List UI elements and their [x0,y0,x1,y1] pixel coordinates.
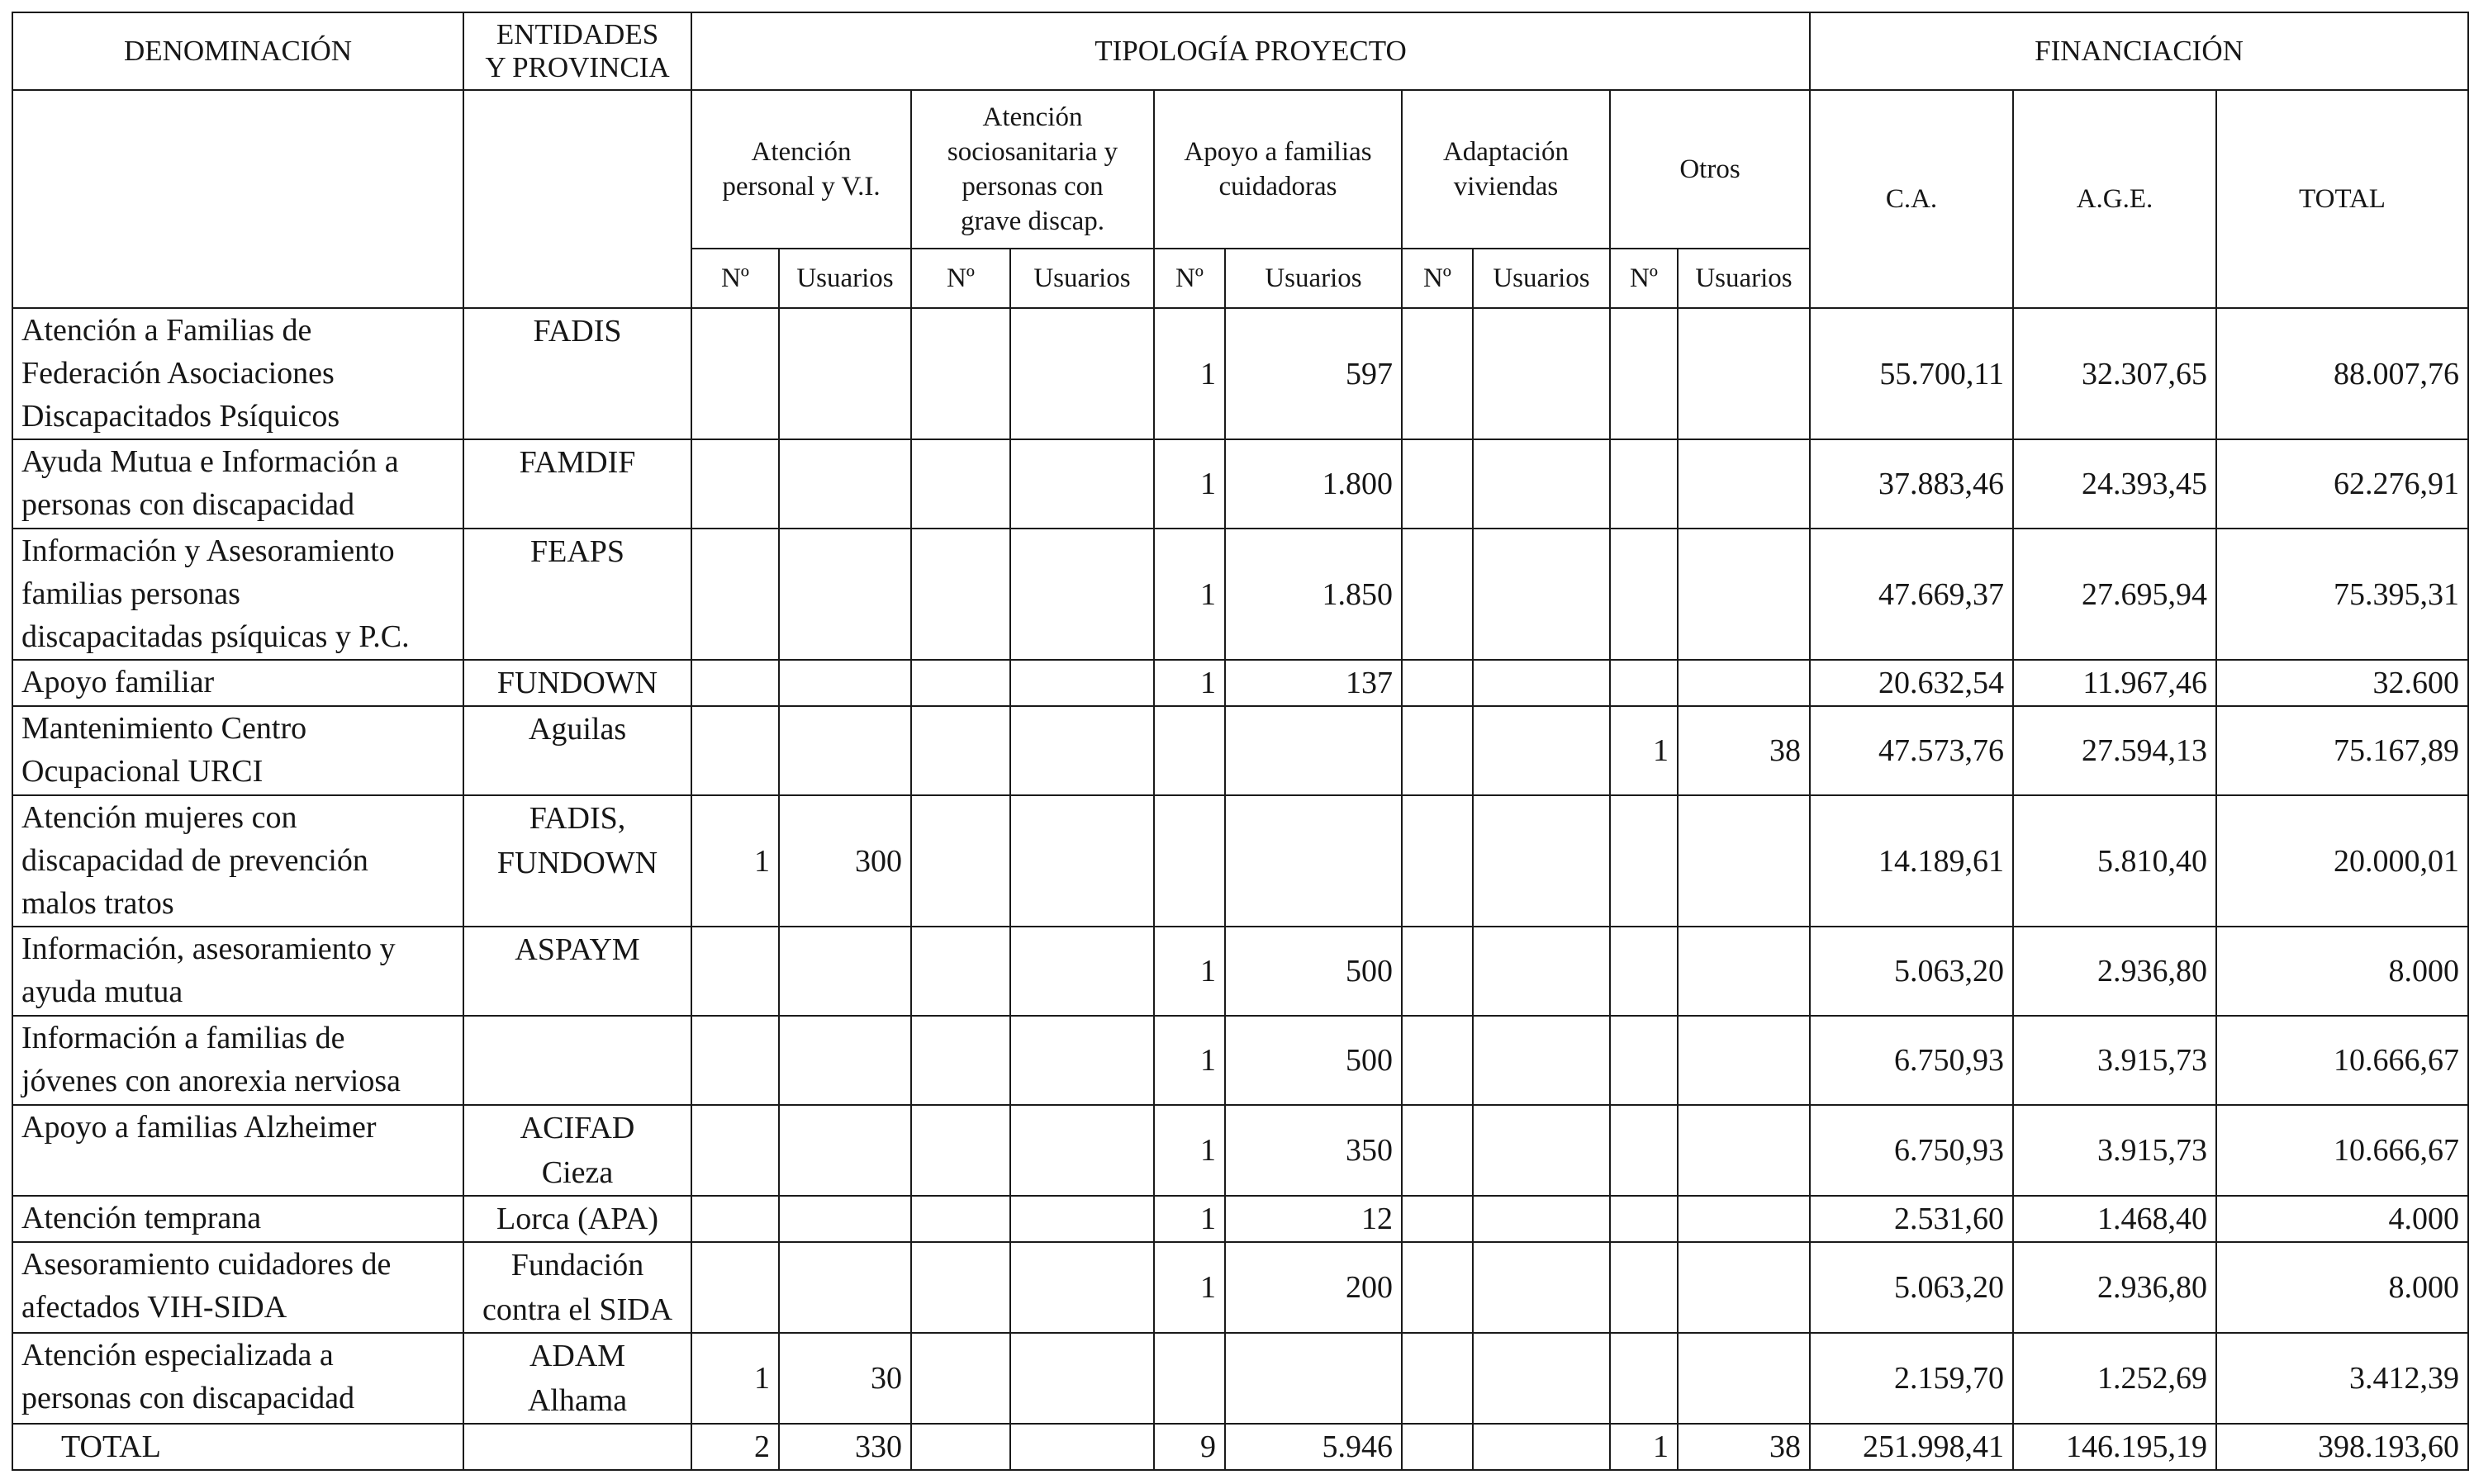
cell-ap-u [779,439,911,529]
header-n: Nº [1154,249,1225,308]
cell-ot-u [1678,1105,1810,1196]
cell-denominacion: Asesoramiento cuidadores de afectados VIH-SIDA [12,1242,463,1333]
cell-age: 2.936,80 [2013,1242,2216,1333]
header-usuarios: Usuarios [1225,249,1402,308]
table-row [12,1333,2468,1424]
cell-av-u [1473,529,1610,660]
cell-denominacion: Mantenimiento Centro Ocupacional URCI [12,706,463,795]
cell-denominacion: Atención temprana [12,1196,463,1242]
cell-as-n [911,308,1010,439]
totals-total: 398.193,60 [2216,1424,2468,1470]
document-page [12,12,2469,1471]
cell-af-n: 1 [1154,439,1225,529]
cell-ap-u [779,529,911,660]
cell-ap-n [691,660,779,706]
cell-total: 32.600 [2216,660,2468,706]
cell-ot-u: 38 [1678,706,1810,795]
cell-total: 8.000 [2216,927,2468,1016]
cell-av-n [1402,1016,1473,1105]
cell-ot-n [1610,927,1678,1016]
table-row [12,706,2468,795]
cell-ap-n: 1 [691,795,779,927]
cell-av-n [1402,1105,1473,1196]
totals-ot-n: 1 [1610,1424,1678,1470]
cell-av-u [1473,927,1610,1016]
cell-ap-n [691,706,779,795]
cell-af-u: 350 [1225,1105,1402,1196]
cell-denominacion: Apoyo familiar [12,660,463,706]
cell-af-n: 1 [1154,1196,1225,1242]
cell-total: 62.276,91 [2216,439,2468,529]
cell-av-n [1402,1196,1473,1242]
cell-entidad: ASPAYM [463,927,691,1016]
cell-av-u [1473,1105,1610,1196]
cell-ap-n [691,927,779,1016]
cell-af-n: 1 [1154,529,1225,660]
totals-ca: 251.998,41 [1810,1424,2013,1470]
cell-ot-u [1678,1333,1810,1424]
cell-ot-u [1678,927,1810,1016]
totals-ot-u: 38 [1678,1424,1810,1470]
header-denominacion-blank [12,90,463,308]
cell-av-u [1473,1016,1610,1105]
cell-ap-u [779,706,911,795]
cell-ap-n [691,308,779,439]
cell-af-u: 12 [1225,1196,1402,1242]
totals-entidad [463,1424,691,1470]
cell-ot-u [1678,529,1810,660]
cell-ca: 2.531,60 [1810,1196,2013,1242]
cell-ot-u [1678,308,1810,439]
header-atencion-sociosanitaria: Atención sociosanitaria y personas con grave discap. [911,90,1154,249]
cell-af-u [1225,795,1402,927]
cell-ap-n [691,529,779,660]
cell-entidad: Lorca (APA) [463,1196,691,1242]
cell-av-u [1473,308,1610,439]
cell-as-u [1010,1333,1154,1424]
cell-av-u [1473,1242,1610,1333]
cell-av-n [1402,660,1473,706]
cell-ca: 20.632,54 [1810,660,2013,706]
cell-entidad: Fundación contra el SIDA [463,1242,691,1333]
header-tipologia: TIPOLOGÍA PROYECTO [691,12,1810,90]
header-entidades-blank [463,90,691,308]
cell-ap-u [779,1016,911,1105]
cell-ot-n: 1 [1610,706,1678,795]
cell-ap-n [691,1242,779,1333]
cell-ca: 6.750,93 [1810,1016,2013,1105]
cell-age: 24.393,45 [2013,439,2216,529]
cell-as-n [911,1196,1010,1242]
cell-ap-u: 300 [779,795,911,927]
cell-total: 75.395,31 [2216,529,2468,660]
cell-ap-u [779,1242,911,1333]
table-body [12,308,2468,1470]
header-otros: Otros [1610,90,1810,249]
cell-av-n [1402,308,1473,439]
cell-ca: 47.573,76 [1810,706,2013,795]
cell-as-u [1010,795,1154,927]
totals-as-u [1010,1424,1154,1470]
header-adaptacion-viviendas: Adaptación viviendas [1402,90,1610,249]
cell-as-n [911,529,1010,660]
cell-denominacion: Información y Asesoramiento familias personas discapacitadas psíquicas y P.C. [12,529,463,660]
cell-av-n [1402,795,1473,927]
cell-ap-u [779,308,911,439]
cell-as-n [911,1242,1010,1333]
cell-as-u [1010,927,1154,1016]
cell-denominacion: Apoyo a familias Alzheimer [12,1105,463,1196]
cell-av-n [1402,706,1473,795]
header-n: Nº [911,249,1010,308]
cell-entidad: FADIS [463,308,691,439]
cell-ap-u [779,660,911,706]
cell-age: 3.915,73 [2013,1016,2216,1105]
cell-af-n [1154,1333,1225,1424]
cell-af-n [1154,706,1225,795]
cell-af-n: 1 [1154,1105,1225,1196]
cell-age: 1.468,40 [2013,1196,2216,1242]
cell-age: 11.967,46 [2013,660,2216,706]
totals-av-n [1402,1424,1473,1470]
cell-entidad: Aguilas [463,706,691,795]
table-row [12,1242,2468,1333]
header-entidades: ENTIDADES Y PROVINCIA [463,12,691,90]
cell-af-u [1225,1333,1402,1424]
cell-as-u [1010,439,1154,529]
cell-ca: 5.063,20 [1810,1242,2013,1333]
totals-av-u [1473,1424,1610,1470]
header-usuarios: Usuarios [779,249,911,308]
cell-ot-u [1678,1016,1810,1105]
cell-age: 5.810,40 [2013,795,2216,927]
cell-as-u [1010,1196,1154,1242]
cell-as-n [911,1333,1010,1424]
cell-as-n [911,795,1010,927]
cell-ot-u [1678,1196,1810,1242]
table-row [12,1196,2468,1242]
cell-as-u [1010,1105,1154,1196]
header-n: Nº [691,249,779,308]
table-row [12,795,2468,927]
cell-af-n: 1 [1154,308,1225,439]
cell-av-u [1473,1333,1610,1424]
cell-as-u [1010,529,1154,660]
cell-as-n [911,660,1010,706]
totals-ap-u: 330 [779,1424,911,1470]
cell-af-u: 137 [1225,660,1402,706]
cell-as-n [911,1105,1010,1196]
header-usuarios: Usuarios [1678,249,1810,308]
cell-ot-n [1610,795,1678,927]
cell-av-u [1473,1196,1610,1242]
cell-ot-u [1678,795,1810,927]
cell-af-u [1225,706,1402,795]
cell-total: 20.000,01 [2216,795,2468,927]
cell-denominacion: Información, asesoramiento y ayuda mutua [12,927,463,1016]
cell-total: 8.000 [2216,1242,2468,1333]
cell-af-u: 500 [1225,927,1402,1016]
cell-av-n [1402,529,1473,660]
cell-total: 4.000 [2216,1196,2468,1242]
cell-total: 10.666,67 [2216,1105,2468,1196]
table-row [12,660,2468,706]
cell-af-n: 1 [1154,1016,1225,1105]
cell-af-n: 1 [1154,927,1225,1016]
cell-ap-n [691,439,779,529]
cell-ap-u: 30 [779,1333,911,1424]
cell-ot-n [1610,308,1678,439]
header-n: Nº [1610,249,1678,308]
cell-entidad: ACIFAD Cieza [463,1105,691,1196]
cell-ap-u [779,1196,911,1242]
totals-as-n [911,1424,1010,1470]
header-n: Nº [1402,249,1473,308]
cell-as-n [911,439,1010,529]
cell-ca: 37.883,46 [1810,439,2013,529]
header-atencion-personal: Atención personal y V.I. [691,90,911,249]
header-age: A.G.E. [2013,90,2216,308]
cell-total: 3.412,39 [2216,1333,2468,1424]
cell-ot-n [1610,529,1678,660]
cell-total: 10.666,67 [2216,1016,2468,1105]
cell-denominacion: Atención a Familias de Federación Asociaciones Discapacitados Psíquicos [12,308,463,439]
cell-ca: 14.189,61 [1810,795,2013,927]
header-ca: C.A. [1810,90,2013,308]
header-apoyo-familias: Apoyo a familias cuidadoras [1154,90,1402,249]
cell-entidad: FEAPS [463,529,691,660]
cell-as-u [1010,1242,1154,1333]
table-row [12,1016,2468,1105]
cell-af-n [1154,795,1225,927]
cell-age: 1.252,69 [2013,1333,2216,1424]
cell-ot-n [1610,1016,1678,1105]
cell-ap-n: 1 [691,1333,779,1424]
totals-row [12,1424,2468,1470]
cell-total: 75.167,89 [2216,706,2468,795]
header-financiacion: FINANCIACIÓN [1810,12,2468,90]
cell-af-n: 1 [1154,1242,1225,1333]
funding-table [12,12,2469,1471]
cell-as-n [911,706,1010,795]
cell-as-u [1010,1016,1154,1105]
cell-af-u: 1.800 [1225,439,1402,529]
cell-af-u: 200 [1225,1242,1402,1333]
cell-as-u [1010,308,1154,439]
cell-av-u [1473,706,1610,795]
totals-af-n: 9 [1154,1424,1225,1470]
totals-af-u: 5.946 [1225,1424,1402,1470]
table-row [12,1105,2468,1196]
cell-av-n [1402,1333,1473,1424]
cell-av-u [1473,660,1610,706]
cell-ot-n [1610,439,1678,529]
header-total: TOTAL [2216,90,2468,308]
cell-entidad: FAMDIF [463,439,691,529]
totals-ap-n: 2 [691,1424,779,1470]
header-usuarios: Usuarios [1473,249,1610,308]
table-row [12,927,2468,1016]
cell-ca: 2.159,70 [1810,1333,2013,1424]
header-denominacion: DENOMINACIÓN [12,12,463,90]
cell-entidad: FUNDOWN [463,660,691,706]
cell-total: 88.007,76 [2216,308,2468,439]
cell-denominacion: Atención especializada a personas con discapacidad [12,1333,463,1424]
cell-as-n [911,1016,1010,1105]
cell-as-u [1010,660,1154,706]
cell-af-u: 500 [1225,1016,1402,1105]
table-row [12,439,2468,529]
table-row [12,308,2468,439]
cell-age: 32.307,65 [2013,308,2216,439]
cell-as-u [1010,706,1154,795]
cell-age: 27.695,94 [2013,529,2216,660]
cell-entidad [463,1016,691,1105]
cell-age: 2.936,80 [2013,927,2216,1016]
cell-ap-n [691,1196,779,1242]
cell-age: 27.594,13 [2013,706,2216,795]
cell-ot-u [1678,1242,1810,1333]
cell-ot-n [1610,1242,1678,1333]
cell-age: 3.915,73 [2013,1105,2216,1196]
cell-ap-u [779,927,911,1016]
table-row [12,529,2468,660]
cell-entidad: ADAM Alhama [463,1333,691,1424]
cell-ot-u [1678,439,1810,529]
cell-av-n [1402,1242,1473,1333]
cell-entidad: FADIS, FUNDOWN [463,795,691,927]
cell-denominacion: Atención mujeres con discapacidad de prevención malos tratos [12,795,463,927]
cell-ot-n [1610,1196,1678,1242]
cell-av-u [1473,439,1610,529]
totals-label: TOTAL [12,1424,463,1470]
cell-ot-u [1678,660,1810,706]
cell-denominacion: Información a familias de jóvenes con anorexia nerviosa [12,1016,463,1105]
cell-av-n [1402,927,1473,1016]
cell-af-u: 1.850 [1225,529,1402,660]
cell-ot-n [1610,1333,1678,1424]
cell-ap-u [779,1105,911,1196]
cell-af-u: 597 [1225,308,1402,439]
cell-av-n [1402,439,1473,529]
cell-denominacion: Ayuda Mutua e Información a personas con discapacidad [12,439,463,529]
cell-ca: 5.063,20 [1810,927,2013,1016]
cell-ot-n [1610,1105,1678,1196]
cell-ap-n [691,1016,779,1105]
cell-ca: 55.700,11 [1810,308,2013,439]
cell-ca: 6.750,93 [1810,1105,2013,1196]
cell-ot-n [1610,660,1678,706]
totals-age: 146.195,19 [2013,1424,2216,1470]
cell-ap-n [691,1105,779,1196]
cell-av-u [1473,795,1610,927]
header-usuarios: Usuarios [1010,249,1154,308]
cell-af-n: 1 [1154,660,1225,706]
cell-as-n [911,927,1010,1016]
cell-ca: 47.669,37 [1810,529,2013,660]
